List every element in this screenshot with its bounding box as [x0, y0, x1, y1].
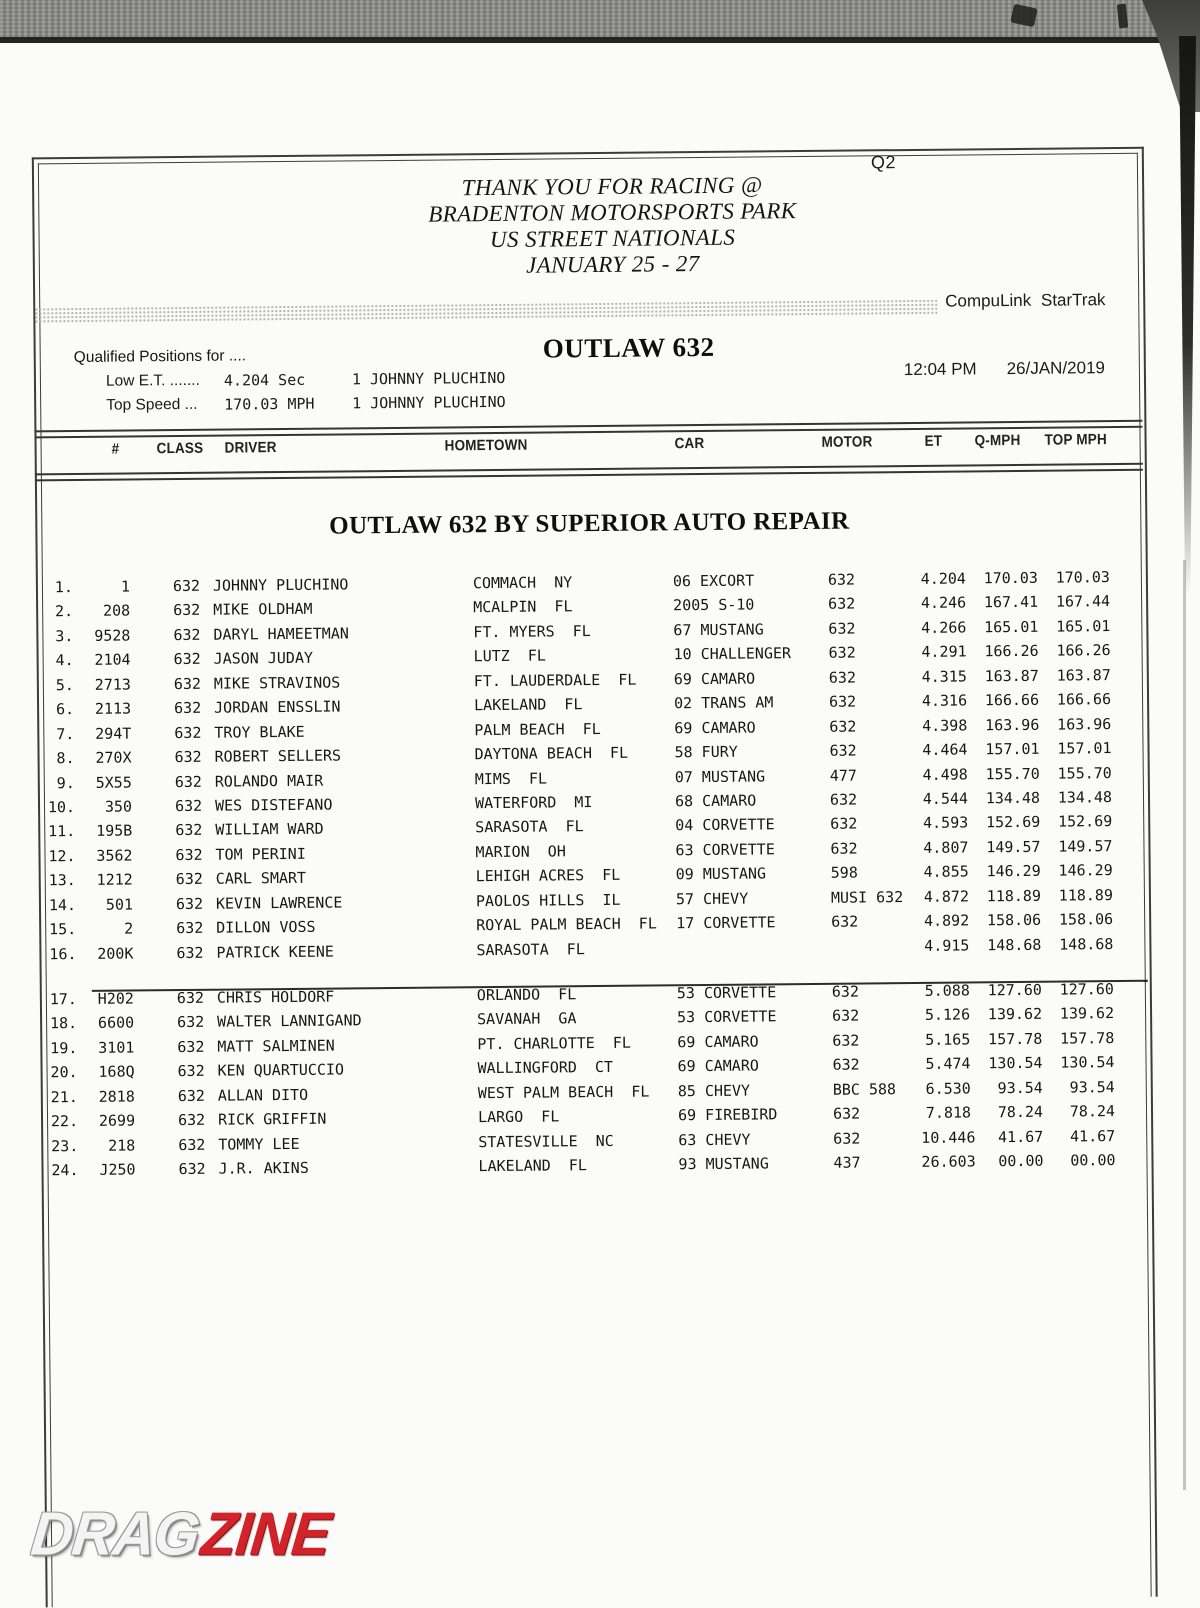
cell-class: 632 — [176, 943, 204, 962]
cell-car: 53 CORVETTE — [676, 983, 777, 1003]
cell-q-mph: 170.03 — [983, 568, 1038, 588]
cell-et: 4.915 — [924, 936, 970, 955]
cell-hometown: PALM BEACH FL — [474, 719, 601, 739]
cell-car-number: 2699 — [98, 1111, 136, 1131]
cell-car: 10 CHALLENGER — [673, 644, 792, 664]
cell-pos: 9. — [56, 773, 75, 792]
cell-motor: 632 — [829, 790, 858, 809]
cell-hometown: LARGO FL — [477, 1107, 560, 1127]
cell-hometown: FT. LAUDERDALE FL — [473, 670, 637, 690]
cell-q-mph: 134.48 — [985, 788, 1041, 808]
cell-car: 63 CORVETTE — [675, 840, 775, 860]
cell-et: 4.498 — [922, 764, 968, 784]
cell-class: 632 — [175, 870, 203, 889]
cell-hometown: DAYTONA BEACH FL — [474, 743, 629, 764]
cell-car: 67 MUSTANG — [673, 620, 764, 640]
cell-et: 4.855 — [923, 862, 969, 882]
cell-driver: JORDAN ENSSLIN — [214, 697, 341, 717]
cell-q-mph: 148.68 — [987, 935, 1042, 954]
cell-motor: 632 — [828, 668, 857, 687]
cell-class: 632 — [178, 1159, 206, 1179]
cell-pos: 5. — [55, 675, 74, 694]
cell-hometown: LUTZ FL — [473, 646, 546, 666]
cell-motor: 632 — [829, 717, 857, 736]
cell-pos: 17. — [49, 990, 77, 1009]
cell-class: 632 — [174, 796, 203, 816]
cell-hometown: WEST PALM BEACH FL — [477, 1082, 650, 1102]
cell-top-mph: 157.78 — [1060, 1028, 1115, 1048]
low-et-driver: JOHNNY PLUCHINO — [369, 368, 506, 389]
cell-class: 632 — [173, 650, 201, 669]
cell-top-mph: 163.96 — [1057, 714, 1112, 734]
cell-car-number: 350 — [104, 797, 133, 816]
cell-hometown: PT. CHARLOTTE FL — [477, 1033, 631, 1054]
cell-car-number: 200K — [97, 944, 134, 963]
cell-motor: 632 — [828, 643, 856, 663]
cell-driver: MIKE OLDHAM — [213, 600, 313, 620]
cell-q-mph: 157.78 — [988, 1029, 1043, 1049]
cell-top-mph: 127.60 — [1059, 980, 1114, 999]
cell-driver: TROY BLAKE — [214, 722, 305, 742]
cell-pos: 14. — [48, 895, 77, 914]
cell-car: 17 CORVETTE — [676, 913, 776, 933]
cell-hometown: ORLANDO FL — [476, 985, 577, 1005]
cell-hometown: SARASOTA FL — [476, 939, 585, 959]
cell-car-number: 5X55 — [95, 772, 132, 792]
cell-et: 5.474 — [925, 1054, 971, 1074]
cell-hometown: ROYAL PALM BEACH FL — [476, 914, 657, 935]
cell-driver: CHRIS HOLDORF — [216, 987, 335, 1007]
cell-q-mph: 163.96 — [985, 715, 1040, 734]
timing-system-brand: CompuLink StarTrak — [945, 290, 1106, 311]
cell-car: 07 MUSTANG — [674, 766, 766, 786]
cell-top-mph: 152.69 — [1057, 812, 1113, 831]
cell-q-mph: 118.89 — [986, 886, 1042, 905]
header-line-track: BRADENTON MOTORSPORTS PARK — [428, 198, 797, 227]
cell-car: 69 FIREBIRD — [677, 1105, 778, 1125]
cell-et: 7.818 — [925, 1103, 972, 1123]
cell-pos: 21. — [50, 1087, 78, 1107]
header-line-dates: JANUARY 25 - 27 — [525, 251, 700, 278]
cell-q-mph: 93.54 — [997, 1078, 1043, 1097]
cell-et: 4.204 — [920, 569, 966, 588]
cell-et: 4.544 — [922, 789, 969, 808]
qualified-positions-title: Qualified Positions for .... — [73, 347, 247, 367]
cell-car-number: 3562 — [96, 846, 133, 865]
cell-et: 5.088 — [924, 981, 970, 1000]
cell-car-number: 208 — [102, 601, 131, 621]
cell-motor: BBC 588 — [832, 1079, 897, 1099]
cell-driver: WILLIAM WARD — [215, 820, 324, 840]
cell-car-number: 1212 — [96, 870, 133, 890]
cell-car: 58 FURY — [674, 742, 738, 762]
cell-pos: 20. — [50, 1063, 78, 1082]
cell-driver: PATRICK KEENE — [216, 942, 334, 962]
cell-car-number: 195B — [96, 821, 133, 841]
cell-car: 69 CAMARO — [674, 718, 756, 737]
dragzine-logo-drag: DRAG — [28, 1499, 203, 1568]
cell-motor: 632 — [830, 814, 858, 834]
cell-hometown: SARASOTA FL — [475, 817, 584, 837]
cell-car-number: 2713 — [94, 675, 131, 694]
cell-pos: 24. — [51, 1161, 79, 1180]
cell-hometown: FT. MYERS FL — [473, 621, 591, 642]
qualifying-rows-top — [36, 565, 1150, 967]
cell-car-number: 2818 — [98, 1087, 135, 1106]
cell-q-mph: 166.66 — [984, 690, 1040, 710]
cell-car: 85 CHEVY — [677, 1081, 751, 1101]
cell-pos: 6. — [55, 700, 75, 719]
cell-q-mph: 166.26 — [984, 642, 1039, 661]
cell-motor: 632 — [832, 1031, 860, 1050]
cell-class: 632 — [177, 1110, 206, 1130]
event-header — [12, 168, 1200, 284]
cell-car: 2005 S-10 — [673, 595, 755, 615]
cell-et: 5.126 — [924, 1005, 971, 1025]
cell-pos: 19. — [50, 1038, 78, 1058]
cell-et: 4.266 — [921, 618, 967, 637]
column-header-number: # — [111, 440, 120, 458]
cell-class: 632 — [173, 674, 202, 693]
cell-motor: MUSI 632 — [830, 887, 904, 907]
cell-hometown: COMMACH NY — [472, 573, 573, 593]
cell-hometown: PAOLOS HILLS IL — [475, 890, 621, 910]
cell-top-mph: 166.26 — [1056, 641, 1111, 660]
cell-et: 4.315 — [921, 667, 967, 686]
cell-hometown: MARION OH — [475, 842, 566, 862]
cell-hometown: STATESVILLE NC — [478, 1131, 614, 1151]
cell-driver: TOMMY LEE — [218, 1134, 300, 1154]
cell-et: 26.603 — [921, 1152, 976, 1171]
cell-q-mph: 00.00 — [998, 1151, 1044, 1171]
cell-car: 69 CAMARO — [673, 669, 756, 689]
cell-pos: 18. — [49, 1014, 78, 1033]
cell-car-number: 2 — [124, 919, 134, 938]
cell-pos: 10. — [47, 797, 76, 817]
cell-et: 4.398 — [922, 716, 968, 735]
cell-car-number: 9528 — [94, 626, 131, 645]
cell-top-mph: 166.66 — [1056, 690, 1112, 709]
cell-q-mph: 165.01 — [984, 617, 1039, 637]
cell-car: 04 CORVETTE — [675, 815, 775, 835]
cell-top-mph: 118.89 — [1058, 885, 1114, 905]
cell-class: 632 — [177, 1062, 205, 1081]
column-header-et: ET — [924, 432, 943, 450]
cell-class: 632 — [176, 918, 204, 938]
cell-motor: 632 — [833, 1129, 861, 1148]
cell-et: 10.446 — [921, 1128, 976, 1147]
cell-top-mph: 134.48 — [1057, 788, 1113, 807]
cell-car: 93 MUSTANG — [678, 1154, 769, 1174]
cell-driver: KEN QUARTUCCIO — [217, 1060, 345, 1080]
cell-driver: MATT SALMINEN — [217, 1036, 335, 1056]
print-timestamp — [904, 358, 1105, 380]
cell-class: 632 — [175, 894, 204, 913]
cell-pos: 22. — [50, 1112, 79, 1131]
cell-top-mph: 139.62 — [1059, 1004, 1115, 1024]
column-header-topmph: TOP MPH — [1044, 431, 1107, 449]
cell-class: 632 — [177, 1013, 205, 1032]
cell-q-mph: 130.54 — [988, 1054, 1043, 1073]
cell-driver: ALLAN DITO — [217, 1085, 309, 1105]
cell-class: 632 — [173, 601, 201, 620]
column-header-class: CLASS — [156, 439, 204, 458]
cell-driver: JASON JUDAY — [213, 649, 314, 669]
column-header-car: CAR — [674, 434, 705, 453]
cell-top-mph: 148.68 — [1059, 934, 1114, 954]
cell-driver: KEVIN LAWRENCE — [215, 893, 343, 913]
cell-top-mph: 41.67 — [1070, 1126, 1116, 1146]
cell-top-mph: 170.03 — [1055, 568, 1110, 587]
cell-top-mph: 157.01 — [1057, 739, 1112, 758]
cell-pos: 8. — [56, 749, 75, 768]
cell-driver: TOM PERINI — [215, 844, 306, 864]
cell-q-mph: 139.62 — [987, 1005, 1043, 1024]
cell-q-mph: 149.57 — [986, 837, 1041, 857]
cell-q-mph: 157.01 — [985, 739, 1040, 759]
cell-car: 68 CAMARO — [674, 791, 757, 811]
cell-car-number: 218 — [108, 1136, 136, 1155]
cell-motor: 598 — [830, 863, 858, 883]
cell-car: 69 CAMARO — [677, 1032, 759, 1052]
cell-motor: 632 — [828, 619, 856, 638]
cell-hometown: MIMS FL — [474, 769, 548, 788]
cell-car-number: 270X — [95, 748, 132, 767]
cell-motor: 632 — [831, 1006, 860, 1026]
cell-top-mph: 130.54 — [1060, 1053, 1115, 1072]
cell-car-number: 2113 — [94, 699, 132, 719]
cell-car-number: 3101 — [98, 1038, 135, 1057]
cell-car: 63 CHEVY — [678, 1130, 751, 1149]
cell-class: 632 — [177, 1086, 205, 1105]
cell-pos: 3. — [55, 626, 74, 646]
top-speed-label: Top Speed ... — [106, 395, 198, 414]
session-label: Q2 — [870, 152, 897, 173]
cell-et: 4.291 — [921, 642, 967, 662]
cell-hometown: WATERFORD MI — [474, 793, 593, 813]
cell-driver: WALTER LANNIGAND — [217, 1011, 362, 1032]
column-header-motor: MOTOR — [821, 433, 873, 451]
cell-class: 632 — [175, 821, 203, 840]
cell-q-mph: 155.70 — [985, 764, 1040, 783]
cell-pos: 1. — [54, 578, 74, 597]
cell-class: 632 — [176, 988, 205, 1008]
cell-q-mph: 146.29 — [986, 862, 1041, 881]
cell-hometown: MCALPIN FL — [473, 597, 573, 617]
qualifying-rows-bottom — [40, 977, 1152, 1183]
cell-pos: 11. — [48, 822, 76, 841]
cell-car-number: J250 — [99, 1160, 136, 1179]
cell-car: 57 CHEVY — [675, 889, 749, 908]
cell-car — [676, 934, 831, 960]
cell-top-mph: 165.01 — [1056, 616, 1111, 636]
cell-q-mph: 152.69 — [985, 813, 1041, 832]
cell-q-mph: 167.41 — [983, 593, 1039, 612]
cell-driver: MIKE STRAVINOS — [213, 673, 341, 693]
cell-class: 632 — [178, 1135, 206, 1154]
cell-driver: ROLANDO MAIR — [214, 771, 324, 791]
low-et-position: 1 — [351, 370, 362, 389]
cell-pos: 13. — [48, 871, 76, 890]
column-header-hometown: HOMETOWN — [444, 436, 528, 455]
cell-driver: CARL SMART — [215, 869, 307, 888]
cell-hometown: LAKELAND FL — [473, 695, 583, 715]
cell-class: 632 — [174, 723, 202, 742]
dragzine-logo-zine: ZINE — [197, 1499, 334, 1568]
cell-et: 4.464 — [922, 740, 968, 759]
cell-car-number: 1 — [120, 577, 131, 596]
cell-motor — [831, 934, 919, 959]
column-header-qmph: Q-MPH — [974, 431, 1021, 450]
cell-q-mph: 158.06 — [986, 910, 1042, 930]
cell-class: 632 — [177, 1037, 205, 1056]
class-title: OUTLAW 632 — [542, 331, 715, 364]
cell-motor: 437 — [833, 1153, 861, 1172]
section-title: OUTLAW 632 BY SUPERIOR AUTO REPAIR — [329, 507, 850, 540]
cell-top-mph: 155.70 — [1057, 763, 1112, 783]
cell-et: 4.807 — [923, 838, 969, 857]
cell-motor: 632 — [830, 839, 858, 858]
cell-top-mph: 93.54 — [1069, 1077, 1115, 1097]
cell-q-mph: 41.67 — [998, 1127, 1044, 1146]
cell-top-mph: 163.87 — [1056, 665, 1111, 685]
cell-class: 632 — [174, 699, 202, 718]
header-line-event: US STREET NATIONALS — [489, 224, 736, 253]
cell-car-number: 294T — [95, 724, 132, 743]
cell-driver: RICK GRIFFIN — [217, 1109, 327, 1129]
cell-hometown: SAVANAH GA — [477, 1009, 577, 1029]
cell-motor: 632 — [831, 912, 859, 931]
low-et-value: 4.204 Sec — [223, 370, 306, 390]
cell-q-mph: 127.60 — [987, 980, 1042, 1000]
top-speed-value: 170.03 MPH — [224, 394, 315, 414]
cell-car-number: 501 — [105, 895, 134, 914]
cell-et: 5.165 — [925, 1030, 971, 1049]
cell-car-number: 6600 — [97, 1013, 135, 1033]
cell-q-mph: 78.24 — [997, 1102, 1044, 1122]
cell-pos: 2. — [55, 602, 74, 621]
cell-driver: JOHNNY PLUCHINO — [212, 575, 349, 595]
cell-hometown: WALLINGFORD CT — [477, 1058, 614, 1078]
cell-class: 632 — [174, 772, 202, 791]
cell-car-number: 168Q — [98, 1062, 135, 1082]
header-line-thank-you: THANK YOU FOR RACING @ — [461, 172, 763, 201]
cell-top-mph: 167.44 — [1055, 592, 1111, 612]
cell-class: 632 — [175, 845, 203, 864]
cell-et: 4.872 — [923, 887, 970, 906]
cell-motor: 632 — [831, 982, 860, 1001]
cell-motor: 632 — [829, 741, 857, 760]
cell-motor: 477 — [829, 766, 857, 785]
cell-et: 6.530 — [925, 1079, 971, 1098]
cell-pos: 12. — [48, 846, 76, 866]
dragzine-logo — [28, 1499, 333, 1569]
cell-pos: 23. — [51, 1136, 79, 1155]
cell-hometown: LAKELAND FL — [478, 1156, 587, 1176]
cell-class: 632 — [172, 576, 201, 596]
cell-motor: 632 — [828, 594, 856, 614]
cell-top-mph: 158.06 — [1058, 910, 1114, 929]
top-speed-driver: JOHNNY PLUCHINO — [370, 392, 506, 413]
cell-car: 09 MUSTANG — [675, 864, 767, 884]
cell-et: 4.316 — [921, 691, 968, 711]
cell-class: 632 — [173, 625, 201, 644]
cell-top-mph: 149.57 — [1058, 836, 1113, 856]
cell-et: 4.892 — [923, 911, 970, 931]
cell-motor: 632 — [832, 1104, 861, 1123]
cell-driver: DARYL HAMEETMAN — [213, 624, 349, 644]
cell-car-number: 2104 — [94, 650, 131, 670]
cell-car: 06 EXCORT — [672, 571, 755, 591]
cell-motor: 632 — [828, 692, 857, 711]
cell-top-mph: 146.29 — [1058, 861, 1113, 880]
cell-et: 4.593 — [922, 813, 969, 833]
cell-pos: 16. — [49, 944, 77, 963]
cell-driver: ROBERT SELLERS — [214, 746, 342, 766]
cell-pos: 15. — [49, 920, 77, 939]
cell-car-number: H202 — [97, 989, 134, 1008]
cell-pos: 4. — [55, 651, 74, 670]
cell-car: 02 TRANS AM — [673, 693, 774, 713]
cell-car: 53 CORVETTE — [677, 1007, 777, 1027]
column-header-driver: DRIVER — [224, 439, 277, 457]
cell-top-mph: 00.00 — [1070, 1151, 1116, 1170]
cell-car: 69 CAMARO — [677, 1056, 759, 1076]
print-time: 12:04 PM — [903, 359, 977, 380]
cell-driver: DILLON VOSS — [216, 917, 316, 937]
cell-driver: J.R. AKINS — [218, 1158, 309, 1178]
cell-class: 632 — [174, 747, 202, 767]
cell-top-mph: 78.24 — [1069, 1102, 1116, 1121]
cell-pos: 7. — [56, 724, 75, 743]
cell-et: 4.246 — [920, 593, 967, 613]
cell-motor: 632 — [832, 1055, 860, 1075]
print-date: 26/JAN/2019 — [1006, 358, 1106, 379]
top-speed-position: 1 — [352, 394, 362, 413]
cell-motor: 632 — [827, 570, 856, 589]
cell-hometown: LEHIGH ACRES FL — [475, 866, 621, 886]
low-et-label: Low E.T. ....... — [105, 371, 200, 390]
cell-driver: WES DISTEFANO — [214, 795, 333, 815]
cell-q-mph: 163.87 — [984, 666, 1039, 686]
